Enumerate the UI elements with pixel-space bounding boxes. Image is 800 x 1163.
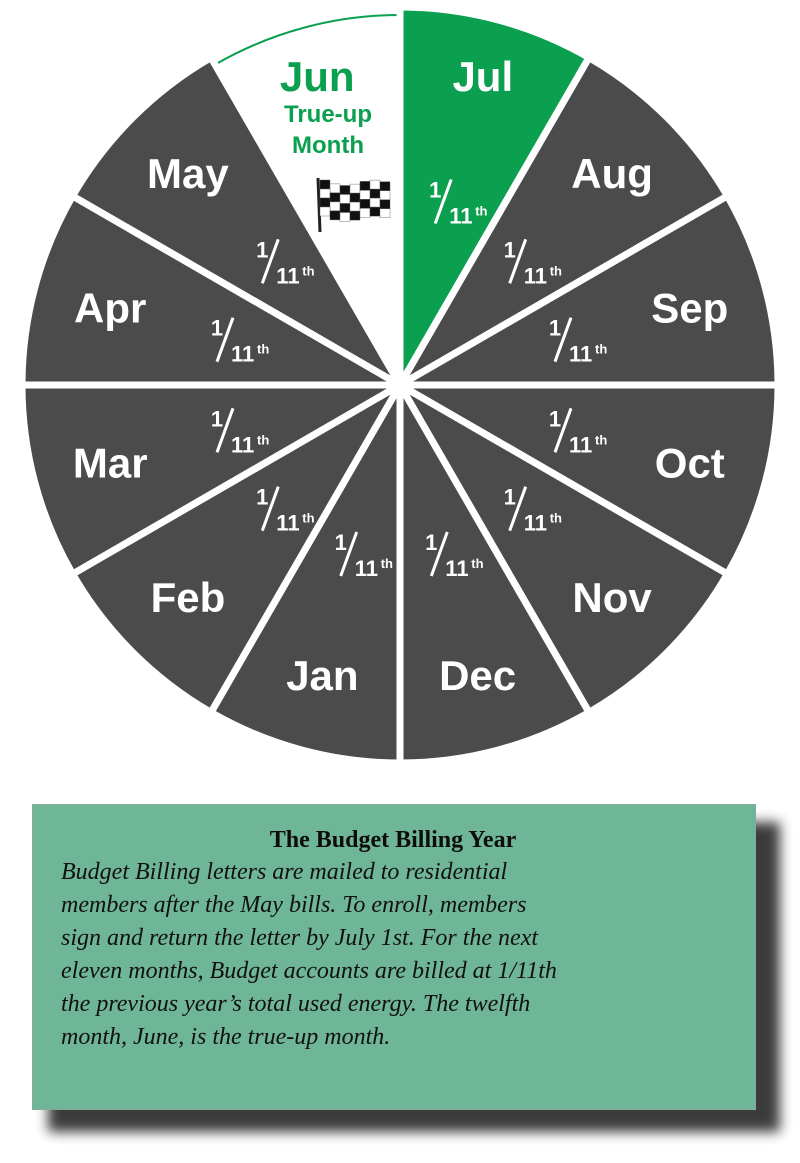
- fraction-denominator: 11: [445, 556, 469, 581]
- flag-square: [370, 180, 380, 189]
- trueup-label: Month: [292, 132, 364, 159]
- month-label-jan: Jan: [286, 651, 359, 699]
- month-label-nov: Nov: [572, 574, 652, 622]
- info-line: month, June, is the true-up month.: [61, 1024, 391, 1050]
- flag-square: [360, 208, 370, 217]
- flag-square: [340, 204, 350, 213]
- fraction-numerator: 1: [548, 406, 562, 432]
- fraction-denominator: 11: [231, 432, 255, 458]
- month-label-aug: Aug: [571, 149, 653, 197]
- flag-square: [360, 199, 370, 208]
- flag-square: [330, 193, 340, 202]
- fraction-suffix: th: [257, 341, 270, 357]
- info-line: sign and return the letter by July 1st. For the next: [61, 925, 539, 951]
- flag-square: [350, 193, 360, 202]
- flag-square: [360, 181, 370, 190]
- fraction-suffix: th: [302, 510, 315, 526]
- month-label-mar: Mar: [72, 439, 148, 487]
- fraction-denominator: 11: [276, 510, 300, 536]
- fraction-denominator: 11: [449, 203, 473, 229]
- flag-square: [340, 186, 350, 195]
- flag-square: [370, 207, 380, 216]
- fraction-suffix: th: [595, 341, 608, 357]
- fraction-numerator: 1: [425, 530, 438, 555]
- fraction-numerator: 1: [256, 237, 269, 263]
- month-label-sep: Sep: [651, 284, 729, 332]
- flag-square: [340, 195, 350, 204]
- fraction-suffix: th: [257, 432, 270, 448]
- fraction-numerator: 1: [210, 315, 224, 341]
- flag-square: [380, 200, 390, 209]
- info-line: members after the May bills. To enroll, members: [61, 892, 527, 918]
- fraction-suffix: th: [475, 203, 488, 219]
- flag-square: [340, 213, 350, 222]
- flag-square: [320, 180, 330, 189]
- flag-square: [350, 211, 360, 220]
- fraction-suffix: th: [380, 556, 393, 571]
- fraction-numerator: 1: [503, 237, 516, 263]
- fraction-denominator: 11: [569, 341, 593, 367]
- flag-square: [330, 184, 340, 193]
- flag-square: [380, 209, 390, 218]
- fraction-suffix: th: [302, 263, 315, 279]
- month-label-apr: Apr: [74, 284, 147, 332]
- info-title: The Budget Billing Year: [269, 827, 517, 853]
- flag-square: [330, 202, 340, 211]
- month-label-jun: Jun: [279, 52, 355, 100]
- flag-square: [320, 198, 330, 207]
- flag-square: [350, 202, 360, 211]
- fraction-denominator: 11: [523, 510, 547, 536]
- flag-square: [370, 198, 380, 207]
- fraction-numerator: 1: [334, 530, 347, 555]
- flag-square: [360, 190, 370, 199]
- month-label-jul: Jul: [452, 52, 514, 100]
- flag-square: [370, 189, 380, 198]
- flag-square: [330, 211, 340, 220]
- flag-square: [320, 189, 330, 198]
- info-line: Budget Billing letters are mailed to residential: [61, 859, 508, 885]
- month-label-dec: Dec: [439, 651, 517, 699]
- flag-square: [320, 207, 330, 216]
- fraction-suffix: th: [549, 263, 562, 279]
- fraction-numerator: 1: [210, 406, 224, 432]
- flag-square: [350, 184, 360, 193]
- fraction-numerator: 1: [548, 315, 562, 341]
- fraction-denominator: 11: [231, 341, 255, 367]
- fraction-suffix: th: [471, 556, 484, 571]
- fraction-numerator: 1: [256, 484, 269, 510]
- month-label-may: May: [147, 149, 229, 197]
- info-line: the previous year’s total used energy. The twelfth: [61, 991, 531, 1017]
- flag-square: [380, 191, 390, 200]
- fraction-denominator: 11: [354, 556, 378, 581]
- info-box: [32, 804, 756, 1110]
- fraction-suffix: th: [549, 510, 562, 526]
- fraction-denominator: 11: [569, 432, 593, 458]
- fraction-denominator: 11: [523, 263, 547, 289]
- flag-square: [380, 182, 390, 191]
- month-label-oct: Oct: [654, 439, 725, 487]
- trueup-label: True-up: [284, 101, 372, 128]
- info-body: [61, 856, 725, 1054]
- fraction-numerator: 1: [503, 484, 516, 510]
- fraction-denominator: 11: [276, 263, 300, 289]
- flag-pole: [318, 178, 320, 232]
- info-line: eleven months, Budget accounts are billed at 1/11th: [61, 958, 557, 984]
- fraction-suffix: th: [595, 432, 608, 448]
- fraction-numerator: 1: [429, 177, 442, 203]
- month-label-feb: Feb: [150, 574, 226, 622]
